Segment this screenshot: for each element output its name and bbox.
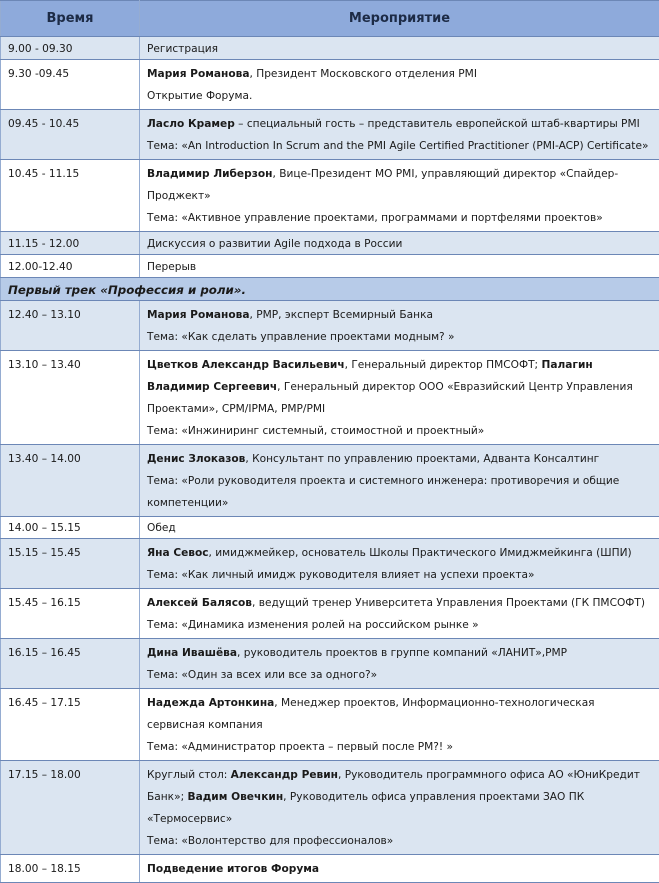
- event-prefix: Круглый стол:: [147, 769, 231, 781]
- table-row: [1, 445, 659, 517]
- time-cell: 09.45 - 10.45: [1, 110, 140, 160]
- time-cell: 16.15 – 16.45: [1, 639, 140, 689]
- event-cell: [140, 689, 659, 761]
- table-row: [1, 37, 659, 60]
- event-topic: Тема: «Роли руководителя проекта и системного инженера: противоречия и общие компетенции»: [147, 470, 653, 514]
- speaker-name: Владимир Либерзон: [147, 168, 272, 180]
- event-text: Регистрация: [147, 43, 218, 55]
- event-cell: [140, 445, 659, 517]
- table-row: [1, 110, 659, 160]
- event-cell: [140, 517, 659, 539]
- speaker-name: Надежда Артонкина: [147, 697, 274, 709]
- speaker-name: Алексей Балясов: [147, 597, 252, 609]
- speaker-role: , Консультант по управлению проектами, Адванта Консалтинг: [245, 453, 599, 465]
- table-row: [1, 855, 659, 883]
- event-cell: [140, 589, 659, 639]
- speaker-role-2: , Руководитель офиса управления проектами ЗАО ПК «Термосервис»: [147, 791, 584, 825]
- table-row: [1, 689, 659, 761]
- table-row: [1, 255, 659, 278]
- table-row: [1, 160, 659, 232]
- table-row: [1, 539, 659, 589]
- track-row: [1, 278, 659, 301]
- speaker-role: , руководитель проектов в группе компаний «ЛАНИТ»,PMP: [237, 647, 567, 659]
- event-cell: [140, 639, 659, 689]
- time-cell: 15.45 – 16.15: [1, 589, 140, 639]
- event-topic: Тема: «An Introduction In Scrum and the PMI Agile Certified Practitioner (PMI-ACP) Certificate»: [147, 135, 653, 157]
- event-topic: Тема: «Активное управление проектами, программами и портфелями проектов»: [147, 207, 653, 229]
- event-text: Обед: [147, 522, 176, 534]
- speaker-role: , Вице-Президент МО PMI, управляющий директор «Спайдер-Проджект»: [147, 168, 618, 202]
- time-cell: 14.00 – 15.15: [1, 517, 140, 539]
- speaker-name: Ласло Крамер: [147, 118, 235, 130]
- event-cell: [140, 351, 659, 445]
- speaker-name: Александр Ревин: [231, 769, 338, 781]
- event-cell: [140, 255, 659, 278]
- speaker-name: Денис Злоказов: [147, 453, 245, 465]
- event-text: Перерыв: [147, 261, 196, 273]
- table-header-row: [1, 1, 659, 37]
- table-row: [1, 351, 659, 445]
- event-topic: Тема: «Администратор проекта – первый после PM?! »: [147, 736, 653, 758]
- table-row: [1, 301, 659, 351]
- table-row: [1, 60, 659, 110]
- speaker-role: , PMP, эксперт Всемирный Банка: [250, 309, 433, 321]
- table-row: [1, 232, 659, 255]
- speaker-name-2: Вадим Овечкин: [188, 791, 284, 803]
- event-cell: [140, 855, 659, 883]
- speaker-name-2: Палагин Владимир Сергеевич: [147, 359, 593, 393]
- speaker-role: , Руководитель программного офиса АО «ЮниКредит Банк»;: [147, 769, 640, 803]
- time-cell: 10.45 - 11.15: [1, 160, 140, 232]
- speaker-role: , ведущий тренер Университета Управления Проектами (ГК ПМСОФТ): [252, 597, 645, 609]
- speaker-role: , имиджмейкер, основатель Школы Практического Имиджмейкинга (ШПИ): [209, 547, 632, 559]
- event-cell: [140, 110, 659, 160]
- column-header-event: Мероприятие: [140, 1, 659, 37]
- event-cell: [140, 232, 659, 255]
- column-header-time: Время: [1, 1, 140, 37]
- speaker-role: , Менеджер проектов, Информационно-технологическая сервисная компания: [147, 697, 595, 731]
- speaker-name: Мария Романова: [147, 309, 250, 321]
- event-topic: Тема: «Инжиниринг системный, стоимостной и проектный»: [147, 420, 653, 442]
- event-cell: [140, 160, 659, 232]
- event-topic: Тема: «Как сделать управление проектами модным? »: [147, 326, 653, 348]
- time-cell: 13.40 – 14.00: [1, 445, 140, 517]
- event-cell: [140, 301, 659, 351]
- event-topic: Тема: «Как личный имидж руководителя влияет на успехи проекта»: [147, 564, 653, 586]
- speaker-name: Дина Ивашёва: [147, 647, 237, 659]
- event-cell: [140, 60, 659, 110]
- table-row: [1, 517, 659, 539]
- time-cell: 9.30 -09.45: [1, 60, 140, 110]
- time-cell: 12.00-12.40: [1, 255, 140, 278]
- time-cell: 11.15 - 12.00: [1, 232, 140, 255]
- speaker-name: Яна Севос: [147, 547, 209, 559]
- event-cell: [140, 37, 659, 60]
- speaker-role: , Генеральный директор ПМСОФТ;: [345, 359, 542, 371]
- time-cell: 13.10 – 13.40: [1, 351, 140, 445]
- speaker-name: Мария Романова: [147, 68, 250, 80]
- speaker-role: – специальный гость – представитель европейской штаб-квартиры PMI: [235, 118, 640, 130]
- time-cell: 17.15 – 18.00: [1, 761, 140, 855]
- event-title: Подведение итогов Форума: [147, 863, 319, 875]
- event-cell: [140, 761, 659, 855]
- table-row: [1, 639, 659, 689]
- time-cell: 12.40 – 13.10: [1, 301, 140, 351]
- speaker-role: , Президент Московского отделения PMI: [250, 68, 477, 80]
- event-cell: [140, 539, 659, 589]
- table-row: [1, 761, 659, 855]
- event-text: Дискуссия о развитии Agile подхода в России: [147, 238, 402, 250]
- event-topic: Тема: «Один за всех или все за одного?»: [147, 664, 653, 686]
- event-topic: Тема: «Динамика изменения ролей на российском рынке »: [147, 614, 653, 636]
- table-row: [1, 589, 659, 639]
- time-cell: 9.00 - 09.30: [1, 37, 140, 60]
- track-title: Первый трек «Профессия и роли».: [1, 278, 659, 301]
- event-topic: Тема: «Волонтерство для профессионалов»: [147, 830, 653, 852]
- time-cell: 18.00 – 18.15: [1, 855, 140, 883]
- time-cell: 16.45 – 17.15: [1, 689, 140, 761]
- speaker-name: Цветков Александр Васильевич: [147, 359, 345, 371]
- speaker-role-2: , Генеральный директор ООО «Евразийский Центр Управления Проектами», CPM/IPMA, PMP/PMI: [147, 381, 633, 415]
- event-topic: Открытие Форума.: [147, 85, 653, 107]
- time-cell: 15.15 – 15.45: [1, 539, 140, 589]
